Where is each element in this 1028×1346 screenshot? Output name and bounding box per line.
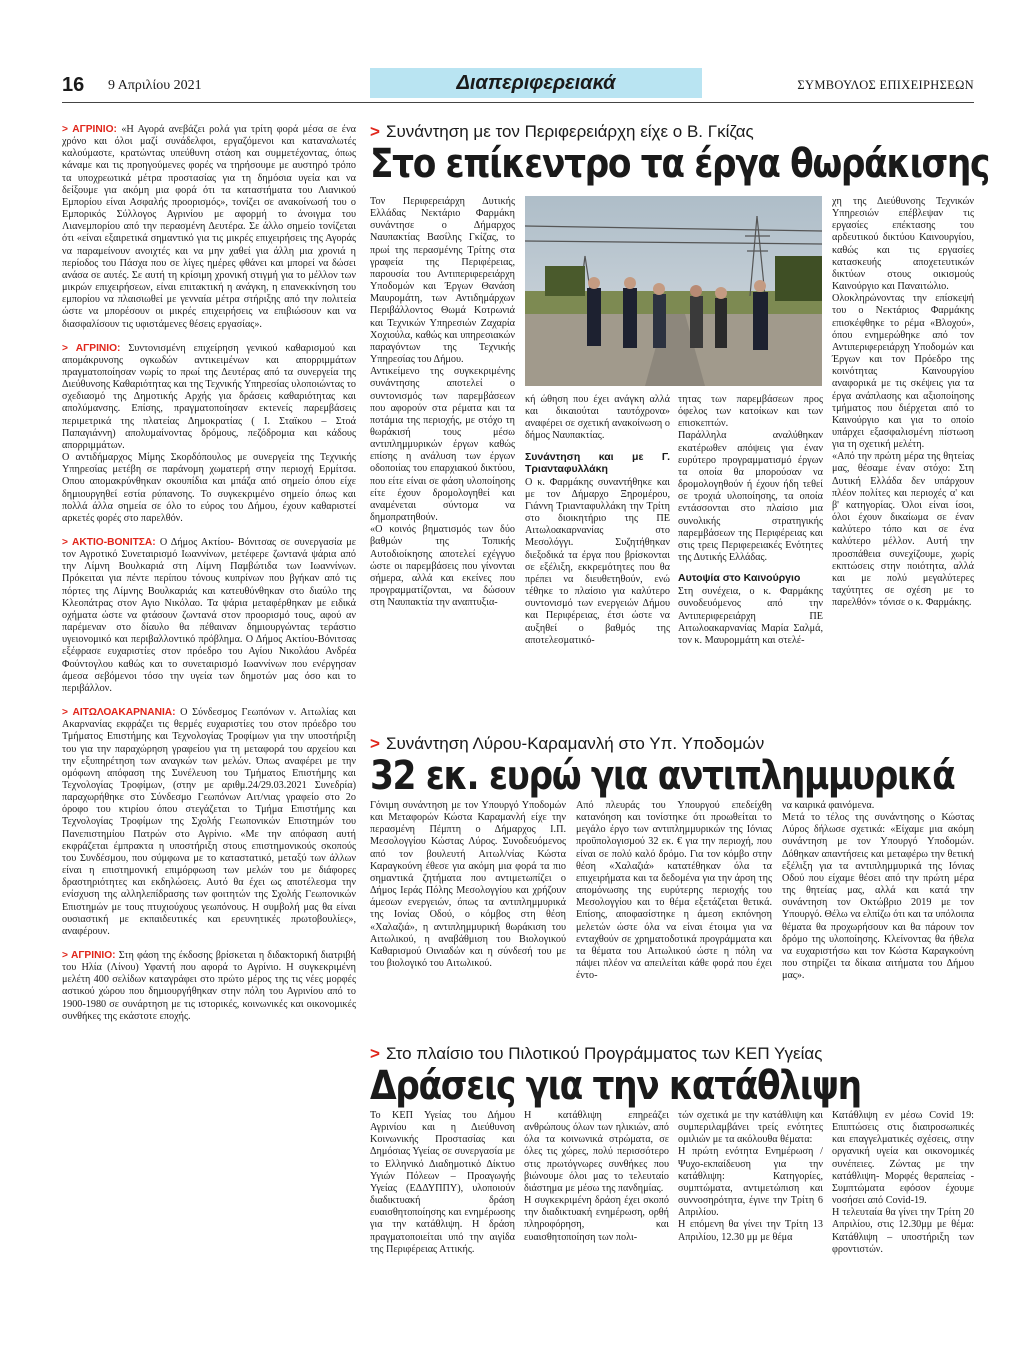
story-1-subhead-1: Συνάντηση και με Γ. Τριανταφυλλάκη — [525, 450, 670, 475]
story-1-column-4: χη της Διεύθυνσης Τεχνικών Υπηρεσιών επέβλεψαν τις εργασίες επέκτασης του αρδευτικού δικτύου Καινουργίου, καθώς και τις εργασίες κατασκευής αποχετευτικών δικτύων στους οικισμούς Καινούργιο και Παναιτώλιο. Ολοκληρώνοντας την επίσκεψή του ο Νεκτάριος Φαρμάκης επισκέφθηκε το ρέμα «Βλοχού», όπου ενημερώθηκε από τον Αντιπεριφερειάρχη Υποδομών και Έργων και τον Πρόεδρο της κοινότητας Καινουργίου αναφορικά με τις σκέψεις για τα έργα ανάπλασης και αξιοποίησης τμήματος που διέρχεται από το Καινούργιο και για το οποίο υπάρχει εξασφαλισμένη πίστωση για τη σχετική μελέτη. «Από την πρώτη μέρα της θητείας μας, θέσαμε έναν στόχο: Στη Δυτική Ελλάδα δεν υπάρχουν πλέον πολίτες και περιοχές α' και β' κατηγορίας. Όλοι είναι ίσοι, όλοι έχουν δικαίωμα σε έναν καλύτερο τόπο και σε ένα καλύτερο μέλλον. Αυτή την προσπάθεια συνεχίζουμε, χωρίς εκπτώσεις στην ποιότητα, αλλά και με πολύ μεγαλύτερες ταχύτητες σε σχέση με το παρελθόν» τόνισε ο κ. Φαρμάκης. — [832, 196, 974, 609]
news-item-agrinio-3: > ΑΓΡΙΝΙΟ: Στη φάση της έκδοσης βρίσκεται η διδακτορική διατριβή του Ηλία (Λίνου) Υφαντή που αφορά το Αγρίνιο. Η συγκεκριμένη μελέτη 400 σελίδων καταγράφει στο πρώτο μέρος της τις νέες μορφές αστικού χώρου που δημιουργήθηκαν στην πόλη του Αγρινίου από το 1900-1980 σε συνάρτηση με τις ιστορικές, κοινωνικές και οικονομικές συνθήκες της εκάστοτε εποχής. — [62, 950, 357, 1022]
story-2-headline: 32 εκ. ευρώ για αντιπλημμυρικά — [370, 753, 955, 799]
story-3-column-4: Κατάθλιψη εν μέσω Covid 19: Επιπτώσεις στις διαπροσωπικές και επαγγελματικές σχέσεις, στην οργανική υγεία και οικονομικές συνέπειες. Ζώντας με την κατάθλιψη- Μορφές θεραπείας - Συμπτώματα εφόσον έχουμε νοσήσει από Covid-19. Η τελευταία θα γίνει την Τρίτη 20 Απριλίου, στις 12.30μμ με θέμα: Κατάθλιψη – υποστήριξη των φροντιστών. — [832, 1110, 974, 1255]
story-2-column-1: Γόνιμη συνάντηση με τον Υπουργό Υποδομών και Μεταφορών Κώστα Καραμανλή είχε την περασμένη Πέμπτη ο Δήμαρχος Ι.Π. Μεσολογγίου Κώστας Λύρος. Συνοδευόμενος από τον βουλευτή Αιτωλ/νίας Κώστα Καραγκούνη έθεσε για ακόμη μια φορά τα πιο σημαντικά ζητήματα που αντιμετωπίζει ο Δήμος Ιεράς Πόλης Μεσολογγίου και χρήζουν άμεσων ενεργειών, όπως τα αντιπλημμυρικά της Ιονίας Οδού, ο κόμβος στη θέση «Χαλαζιά», η αντιπλημμυρική θωράκιση του Αιτωλικού, η αναβάθμιση του Βιολογικού Καθαρισμού Οινιαδών και η σύνδεσή του με του βιολογικό του Αιτωλικού. — [370, 800, 566, 970]
story-1-subhead-2: Αυτοψία στο Καινούργιο — [678, 572, 801, 585]
story-2-header — [370, 734, 974, 798]
story-1-headline: Στο επίκεντρο τα έργα θωράκισης — [370, 141, 990, 187]
story-2-kicker: > Συνάντηση Λύρου-Καραμανλή στο Υπ. Υποδομών — [370, 734, 765, 753]
news-item-agrinio-1: > ΑΓΡΙΝΙΟ: «Η Αγορά ανεβάζει ρολά για τρίτη φορά μέσα σε ένα χρόνο και όλοι μαζί συνάδελφοι, εργαζόμενοι και καταναλωτές καλούμαστε, κρατώντας υπεύθυνη στάση και συμμετέχοντας, όπως κάναμε και τις προηγούμενες φορές να τηρήσουμε με αυστηρό τρόπο τα υποχρεωτικά μέτρα προστασίας για τη δημόσια υγεία και να δείξουμε για ακόμη μια φορά ότι τα καταστήματα του Λιανικού Εμπορίου είναι Ασφαλής προορισμός», τονίζει σε ανακοίνωσή του ο Εμπορικός Σύλλογος Αγρινίου με αφορμή το άνοιγμα του Λιανεμπορίου από την περασμένη Δευτέρα. Σε άλλο σημείο τονίζεται ότι «είναι εξαιρετικά σημαντικό για τις μικρές επιχειρήσεις της Αγοράς να παραμείνουν ανοιχτές και να μην χαθεί για άλλη μια χρονιά η περίοδος του Πάσχα που σε λίγες ημέρες φθάνει και μπορεί να δώσει ανάσα σε αυτές. Σε αυτή τη κρίσιμη χρονική στιγμή για το μέλλον των μικρών επιχειρήσεων, είναι επιτακτική η ανάγκη, η επανεκκίνηση του εμπορίου να πλαισιωθεί με γενναία μέτρα στήριξης από την πολιτεία ώστε να μπορέσουν οι μικρές επιχειρήσεις να επιβιώσουν και να διασφαλίσουν τις υφιστάμενες θέσεις εργασίας». — [62, 124, 357, 330]
header-divider — [62, 102, 974, 103]
publication-name: ΣΥΜΒΟΥΛΟΣ ΕΠΙΧΕΙΡΗΣΕΩΝ — [797, 78, 974, 92]
left-news-column — [62, 124, 356, 1023]
news-item-agrinio-2: > ΑΓΡΙΝΙΟ: Συντονισμένη επιχείρηση γενικού καθαρισμού και απομάκρυνσης ογκωδών αντικειμένων και απορριμμάτων πραγματοποίησαν νωρίς το πρωί της Δευτέρας από τα συνεργεία της Διεύθυνσης Καθαριότητας και της Τεχνικής Υπηρεσίας υλοποιώντας το σχεδιασμό της Δημοτικής Αρχής για δράσεις καθαριότητας και απολύμανσης. Επίσης, πραγματοποίησαν εκτενείς παρεμβάσεις περιμετρικά της πλατείας Δημοκρατίας ( Ι. Σταϊκου – Στοά Παπαγιάννη) απολυμαίνοντας δρόμους, πεζόδρομια και κάδους απορριμμάτων. — [62, 342, 357, 451]
story-2-column-3: να καιρικά φαινόμενα. Μετά το τέλος της συνάντησης ο Κώστας Λύρος δήλωσε σχετικά: «Είχαμε μια ακόμη συνάντηση με τον Υπουργό Υποδομών. Δόθηκαν απαντήσεις και μεταφέρω την θετική εξέλιξη για τα αντιπλημμυρικά της Ιόνιας Οδού που είχαμε θέσει από την πρώτη μέρα της θητείας μας, αλλά και κατά την συνάντηση τον Οκτώβριο 2019 με τον Υπουργό. Θέλω να ελπίζω ότι και τα υπόλοιπα θέματα θα προχωρήσουν και θα πάρουν τον δρόμο της υλοποίησης. Κλείνοντας θα ήθελα να ευχαριστήσω και τον Κώστα Καραγκούνη που στηρίζει τα δίκαια αιτήματα του Δήμου μας». — [782, 800, 974, 982]
section-title: Διαπεριφερειακά — [370, 68, 702, 98]
meeting-photo — [525, 196, 822, 386]
story-1-column-2: κή ώθηση που έχει ανάγκη αλλά και δικαιούται ταυτόχρονα» αναφέρει σε σχετική ανακοίνωση ο δήμος Ναυπακτίας. Συνάντηση και με Γ. Τριανταφυλλάκη Ο κ. Φαρμάκης συναντήθηκε και με τον Δήμαρχο Ξηρομέρου, Γιάννη Τριανταφυλλάκη την Τρίτη στο διοικητήριο της ΠΕ Αιτωλοακαρνανίας στο Μεσολόγγι. Συζητήθηκαν διεξοδικά τα έργα που βρίσκονται σε εξέλιξη, εκκρεμότητες που θα πρέπει να διευθετηθούν, ενώ τέθηκε το πλαίσιο για καλύτερο συντονισμό των ενεργειών Δήμου και Περιφέρειας, έτσι ώστε να αυξηθεί ο βαθμός της αποτελεσματικό- — [525, 394, 670, 646]
story-3-header — [370, 1044, 974, 1108]
story-1-kicker: > Συνάντηση με τον Περιφερειάρχη είχε ο Β. Γκίζας — [370, 122, 754, 141]
story-1-column-1: Τον Περιφερειάρχη Δυτικής Ελλάδας Νεκτάριο Φαρμάκη συνάντησε ο Δήμαρχος Ναυπακτίας Βασίλης Γκίζας, το πρωί της περασμένης Τρίτης στα γραφεία της Περιφέρειας, παρουσία του Αντιπεριφερειάρχη Υποδομών και Έργων Θανάση Μαυρομάτη, των Αντιδημάρχων Περιβάλλοντος Θωμά Κοτρωνιά και Τεχνικών Υπηρεσιών Ζαχαρία Χοχιούλα, καθώς και υπηρεσιακών παραγόντων της Τεχνικής Υπηρεσίας του Δήμου. Αντικείμενο της συγκεκριμένης συνάντησης αποτελεί ο συντονισμός των παρεμβάσεων που αφορούν στα ρέματα και τα ποτάμια της περιοχής, με στόχο τη θωράκισή τους μέσω αντιπλημμυρικών έργων καθώς επίσης η ανάλυση των έργων οδοποιίας του επαρχιακού δικτύου, που είτε είναι σε φάση υλοποίησης είτε έχουν δρομολογηθεί και αναμένεται σύντομα να δημοπρατηθούν. «Ο κοινός βηματισμός των δύο βαθμών της Τοπικής Αυτοδιοίκησης αποτελεί εχέγγυο ώστε οι παρεμβάσεις που γίνονται σήμερα, αλλά και εκείνες που προγραμματίζονται, να δώσουν στη Ναυπακτία την αναπτυξια- — [370, 196, 515, 609]
story-3-column-1: Το ΚΕΠ Υγείας του Δήμου Αγρινίου και η Διεύθυνση Κοινωνικής Προστασίας και Δημόσιας Υγείας σε συνεργασία με το Ελληνικό Διαδημοτικό Δίκτυο Υγιών Πόλεων – Προαγωγής Υγείας (ΕΔΔΥΠΠΥ), υλοποιούν διαδικτυακή δράση ευαισθητοποίησης και ενημέρωσης για την κατάθλιψη. Η δράση πραγματοποιείται υπό την αιγίδα της Περιφέρειας Αττικής. — [370, 1110, 515, 1255]
story-3-headline: Δράσεις για την κατάθλιψη — [370, 1063, 861, 1109]
news-item-agrinio-2-cont: Ο αντιδήμαρχος Μίμης Σκορδόπουλος με συνεργεία της Τεχνικής Υπηρεσίας μετέβη σε παράνομη χωματερή στην περιοχή Ερμίτσα. Οπου απομακρύνθηκαν σκουπίδια και μπάζα από σημείο όπου είχε δημιουργηθεί εστία ρύπανσης. Το συγκεκριμένο σημείο όπως και πολλά άλλα σημεία σε όλο το εύρος του Δήμου, έχουν καθαριστεί αρκετές φορές στο παρελθόν. — [62, 452, 356, 524]
story-2-column-2: Από πλευράς του Υπουργού επεδείχθη κατανόηση και τονίστηκε ότι προωθείται το μεγάλο έργο των αντιπλημμυρικών της Ιόνιας προϋπολογισμού 32 εκ. € για την περιοχή, που είναι σε πολύ καλό δρόμο. Για τον κόμβο στην θέση «Χαλαζιά» κατατέθηκαν όλα τα επιχειρήματα και τα δεδομένα για την άρση της απομόνωσης της ευρύτερης περιοχής του Μεσολογγίου και το θέμα εξετάζεται θετικά. Επίσης, αποφασίστηκε η άμεση εκπόνηση μελετών ώστε όλα να είναι έτοιμα για να ενταχθούν σε χρηματοδοτικά προγράμματα και τα θέματα του Αιτωλικού ώστε η πόλη να πάψει πλέον να απειλείται κάθε φορά που έχει έντο- — [576, 800, 772, 982]
page-header — [62, 68, 974, 100]
page-number: 16 — [62, 74, 85, 96]
issue-date: 9 Απριλίου 2021 — [108, 78, 202, 93]
story-3-column-2: Η κατάθλιψη επηρεάζει ανθρώπους όλων των ηλικιών, από όλα τα κοινωνικά στρώματα, σε όλες τις χώρες, πολύ περισσότερο στις πρωτόγνωρες συνθήκες που βιώνουμε όλοι μας το τελευταίο διάστημα με μέσω της πανδημίας. Η συγκεκριμένη δράση έχει σκοπό την διαδικτυακή ενημέρωση, ορθή πληροφόρηση, και ευαισθητοποίηση των πολι- — [524, 1110, 669, 1243]
photo-people-outdoors — [525, 196, 822, 386]
story-3-column-3: τών σχετικά με την κατάθλιψη και συμπεριλαμβάνει τρείς ενότητες ομιλιών με τα ακόλουθα θέματα: Η πρώτη ενότητα Ενημέρωση / Ψυχο-εκπαίδευση για την κατάθλιψη: Κατηγορίες, συμπτώματα, αντιμετώπιση και συννοσηρότητα, έγινε την Τρίτη 6 Απριλίου. Η επόμενη θα γίνει την Τρίτη 13 Απριλίου, 12.30 μμ με θέμα — [678, 1110, 823, 1243]
story-1-column-3: τητας των παρεμβάσεων προς όφελος των κατοίκων και των επισκεπτών. Παράλληλα αναλύθηκαν εκατέρωθεν απόψεις για έναν ευρύτερο προγραμματισμό έργων τα οποία θα μπορούσαν να δρομολογηθούν ή έχουν ήδη τεθεί σε τροχιά υλοποίησης, τα οποία εντάσσονται στο πλαίσιο μια συνολικής στρατηγικής παρεμβάσεων της Περιφέρειας και στις τρεις Περιφερειακές Ενότητες της Δυτικής Ελλάδας. Αυτοψία στο Καινούργιο Στη συνέχεια, ο κ. Φαρμάκης συνοδευόμενος από την Αντιπεριφερειάρχη ΠΕ Αιτωλοακαρνανίας Μαρία Σαλμά, τον κ. Μαυρομμάτη και στελέ- — [678, 394, 823, 646]
news-item-aitoloakarnania: > ΑΙΤΩΛΟΑΚΑΡΝΑΝΙΑ: Ο Σύνδεσμος Γεωπόνων ν. Αιτωλίας και Ακαρνανίας εκφράζει τις θερμές ευχαριστίες του στον πρόεδρο του Τμήματος Επιστήμης και Τεχνολογίας Τροφίμων για την υποστήριξη του για την παραχώρηση γραφείου για τη μεταφορά του αρχείου και την εξυπηρέτηση των αναγκών των μελών. Όπως αναφέρει με την ομόφωνη απόφαση της Συνέλευση του Τμήματος Επιστήμης και Τεχνολογίας Τροφίμων, (στην με αριθμ.24/29.03.2021 Συνεδρία) παραχωρήθηκε στο Σύνδεσμο Γεωπόνων Αιτ/νιας γραφείο στο 2ο όροφο του κτιρίου όπου στεγάζεται το Τμήμα Επιστήμης και Τεχνολογίας Τροφίμων της Σχολής Γεωπονικών Επιστημών του Πανεπιστημίου Πατρών στο Αγρίνιο. «Με την απόφαση αυτή εκφράζεται έμπρακτα η υποστήριξη στους επιστημονικούς σκοπούς του Συνδέσμου, που σύμφωνα με το καταστατικό, μεταξύ των άλλων είναι η επιστημονική επιμόρφωση των μελών του με διάφορες δραστηριότητες και εκδηλώσεις. Αυτό θα έχει ως αποτέλεσμα την ενίσχυση της αλληλεπίδρασης των φοιτητών της Σχολής Γεωπονικών Επιστημών με τους πτυχιούχους γεωπόνους. Η συμβολή μας θα είναι ουσιαστική με εκπαιδευτικές και ερευνητικές πρωτοβουλίες», αναφέρουν. — [62, 707, 356, 937]
story-3-kicker: > Στο πλαίσιο του Πιλοτικού Προγράμματος των ΚΕΠ Υγείας — [370, 1044, 823, 1063]
news-item-aktio: > ΑΚΤΙΟ-ΒΟΝΙΤΣΑ: Ο Δήμος Ακτίου- Βόνιτσας σε συνεργασία με τον Αγροτικό Συνεταιρισμό Ιωαννίνων, μετέφερε ζωντανά ψάρια από την Λίμνη Βουλκαριά στη Λίμνη Παμβώτιδα των Ιωαννίνων. Πρόκειται για πέντε περίπου τόνους κυπρίνων που βγήκαν από τις πόρτες της Λίμνης Βουλκαριάς και κατευθύνθηκαν στο διαύλο της Κλεοπάτρας στον Αγιο Νικόλαο. Τα ψάρια μεταφέρθηκαν με ειδικά οχήματα ώστε να φτάσουν ζωντανά στον προορισμό τους, αφού αν παρέμεναν στο δίαυλο θα πέθαιναν δημιουργώντας τεράστιο υγειονομικό και περιβαλλοντικό πρόβλημα. Ο Δήμος Ακτίου-Βόνιτσας εξέφρασε ευχαριστίες στον πρόεδρο του Αγίου Νικολάου Ανδρέα Φούντογλου καθώς και το συνεταιρισμό Ιωαννίνων που ενέργησαν άμεσα σεβόμενοι τόσο την υγεία των δημοτών μας όσο και το περιβάλλον. — [62, 537, 357, 694]
story-1-header — [370, 122, 990, 187]
